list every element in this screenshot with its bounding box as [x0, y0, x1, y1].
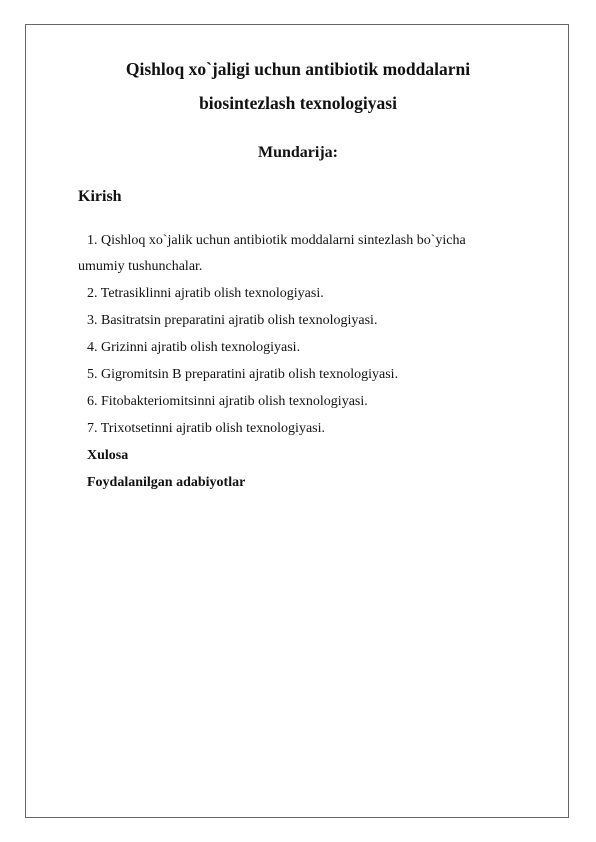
toc-item-6: 6. Fitobakteriomitsinni ajratib olish texnologiyasi. [87, 394, 368, 409]
intro-heading: Kirish [78, 188, 122, 205]
toc-item-1-continuation: umumiy tushunchalar. [78, 259, 203, 274]
document-title-line-1: Qishloq xo`jaligi uchun antibiotik moddalarni [125, 59, 471, 79]
contents-heading: Mundarija: [258, 144, 338, 161]
toc-item-7: 7. Trixotsetinni ajratib olish texnologiyasi. [87, 421, 325, 436]
conclusion-heading: Xulosa [87, 448, 129, 463]
document-title-line-2: biosintezlash texnologiyasi [199, 93, 397, 113]
toc-item-5: 5. Gigromitsin B preparatini ajratib olish texnologiyasi. [87, 367, 399, 382]
toc-item-1: 1. Qishloq xo`jalik uchun antibiotik moddalarni sintezlash bo`yicha [87, 233, 466, 248]
toc-item-2: 2. Tetrasiklinni ajratib olish texnologiyasi. [87, 286, 324, 301]
toc-item-4: 4. Grizinni ajratib olish texnologiyasi. [87, 340, 301, 355]
toc-item-3: 3. Basitratsin preparatini ajratib olish texnologiyasi. [87, 313, 378, 328]
references-heading: Foydalanilgan adabiyotlar [87, 475, 246, 490]
